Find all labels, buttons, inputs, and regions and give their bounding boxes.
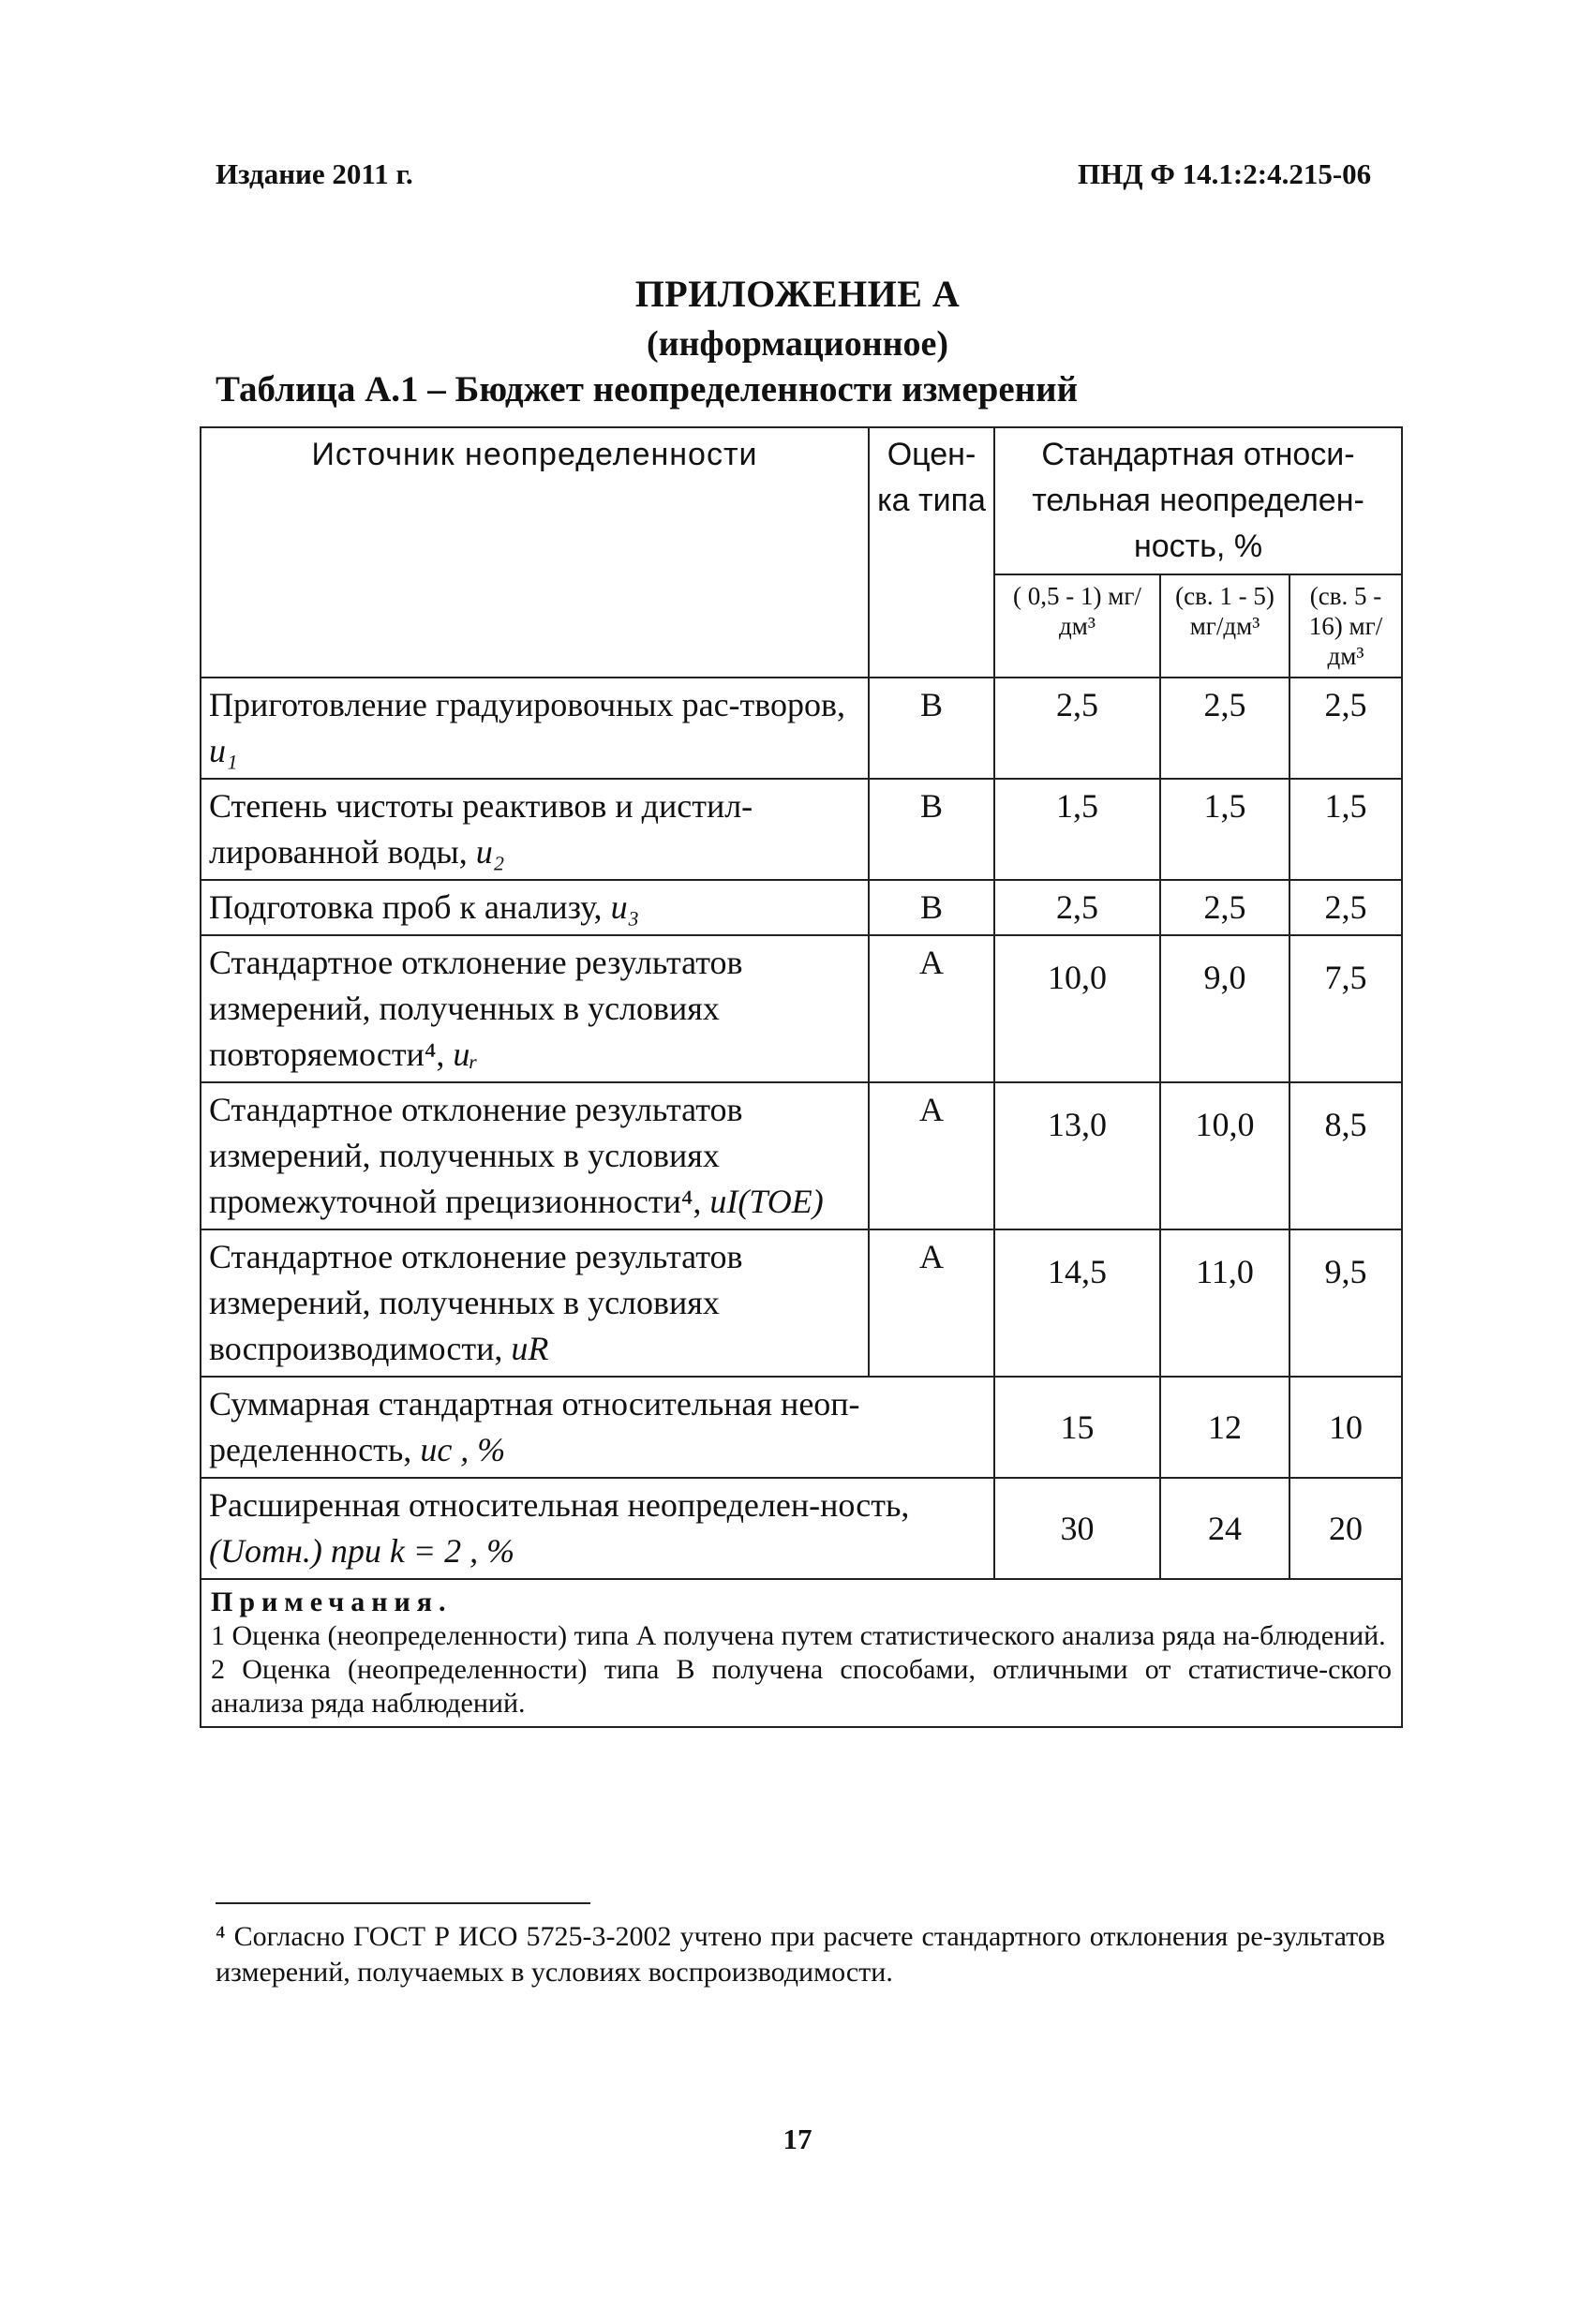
- source-text: Степень чистоты реактивов и дистил-лированной воды,: [209, 787, 753, 871]
- header-range: (св. 1 - 5) мг/дм³: [1160, 574, 1289, 678]
- note-item: 1 Оценка (неопределенности) типа А получена путем статистического анализа ряда на-блюдений.: [211, 1620, 1386, 1651]
- row-value: 11,0: [1160, 1229, 1289, 1377]
- header-source: Источник неопределенности: [201, 427, 869, 678]
- table-caption: Таблица А.1 – Бюджет неопределенности измерений: [216, 369, 1079, 410]
- row-source: [201, 779, 869, 880]
- row-value: 9,0: [1160, 935, 1289, 1082]
- page-number: 17: [783, 2123, 812, 2155]
- total-label: [201, 1478, 994, 1579]
- total-value: 10: [1289, 1377, 1402, 1478]
- row-value: 10,0: [1160, 1082, 1289, 1229]
- source-symbol: u₂: [475, 833, 505, 871]
- header-type: Оцен-ка типа: [869, 427, 994, 678]
- header-range: (св. 5 - 16) мг/дм³: [1289, 574, 1402, 678]
- notes-title: Примечания.: [211, 1587, 453, 1617]
- row-type: В: [869, 678, 994, 779]
- row-type: В: [869, 880, 994, 935]
- row-source: [201, 880, 869, 935]
- row-value: 1,5: [994, 779, 1160, 880]
- table-header-row: [201, 427, 1402, 574]
- total-symbol: uc , %: [420, 1431, 506, 1468]
- total-value: 20: [1289, 1478, 1402, 1579]
- total-value: 15: [994, 1377, 1160, 1478]
- table-row: [201, 1082, 1402, 1229]
- header-range: ( 0,5 - 1) мг/дм³: [994, 574, 1160, 678]
- source-text: Стандартное отклонение результатов измерений, полученных в условиях воспроизводимости,: [209, 1238, 743, 1367]
- row-type: А: [869, 1229, 994, 1377]
- source-text: Стандартное отклонение результатов измерений, полученных в условиях промежуточной прецизионности⁴,: [209, 1091, 743, 1220]
- row-value: 10,0: [994, 935, 1160, 1082]
- appendix-subtitle: (информационное): [646, 324, 949, 364]
- source-symbol: u₃: [610, 888, 640, 926]
- table-row: [201, 935, 1402, 1082]
- total-symbol: (Uотн.) при k = 2 , %: [209, 1532, 515, 1570]
- table-row: [201, 678, 1402, 779]
- table-row: [201, 779, 1402, 880]
- footnote-divider: [216, 1902, 590, 1904]
- row-type: В: [869, 779, 994, 880]
- row-value: 7,5: [1289, 935, 1402, 1082]
- total-row: [201, 1478, 1402, 1579]
- appendix-title: ПРИЛОЖЕНИЕ А: [634, 273, 961, 315]
- notes-cell: [201, 1579, 1402, 1727]
- total-value: 30: [994, 1478, 1160, 1579]
- total-value: 24: [1160, 1478, 1289, 1579]
- row-value: 2,5: [1160, 880, 1289, 935]
- row-value: 2,5: [1289, 678, 1402, 779]
- row-value: 1,5: [1160, 779, 1289, 880]
- row-value: 2,5: [1160, 678, 1289, 779]
- row-value: 1,5: [1289, 779, 1402, 880]
- row-value: 9,5: [1289, 1229, 1402, 1377]
- total-label: [201, 1377, 994, 1478]
- source-symbol: uᵣ: [453, 1035, 479, 1073]
- note-item: 2 Оценка (неопределенности) типа В получена способами, отличными от статистиче-ского анализа ряда наблюдений.: [211, 1654, 1393, 1719]
- header-uncertainty: Стандартная относи-тельная неопределен-ность, %: [994, 427, 1402, 574]
- notes-row: [201, 1579, 1402, 1727]
- document-code: ПНД Ф 14.1:2:4.215-06: [1078, 157, 1372, 190]
- row-value: 2,5: [1289, 880, 1402, 935]
- row-type: А: [869, 1082, 994, 1229]
- row-source: [201, 678, 869, 779]
- uncertainty-budget-table: [200, 426, 1403, 1728]
- row-value: 13,0: [994, 1082, 1160, 1229]
- row-source: [201, 1082, 869, 1229]
- row-value: 2,5: [994, 880, 1160, 935]
- source-text: Стандартное отклонение результатов измерений, полученных в условиях повторяемости⁴,: [209, 944, 743, 1073]
- total-value: 12: [1160, 1377, 1289, 1478]
- source-symbol: uI(TOE): [709, 1183, 824, 1220]
- row-source: [201, 1229, 869, 1377]
- source-text: Подготовка проб к анализу,: [209, 888, 603, 926]
- edition-label: Издание 2011 г.: [216, 157, 413, 190]
- footnote: ⁴ Согласно ГОСТ Р ИСО 5725-3-2002 учтено при расчете стандартного отклонения ре-зультатов измерений, получаемых в условиях воспроизводимости.: [216, 1921, 1385, 1988]
- total-row: [201, 1377, 1402, 1478]
- source-symbol: uR: [511, 1330, 549, 1367]
- total-text: Суммарная стандартная относительная неоп-ределенность,: [209, 1385, 860, 1468]
- row-source: [201, 935, 869, 1082]
- source-text: Приготовление градуировочных рас-творов,: [209, 686, 846, 723]
- row-value: 8,5: [1289, 1082, 1402, 1229]
- row-type: А: [869, 935, 994, 1082]
- row-value: 14,5: [994, 1229, 1160, 1377]
- total-text: Расширенная относительная неопределен-ность,: [209, 1486, 910, 1524]
- table-row: [201, 1229, 1402, 1377]
- row-value: 2,5: [994, 678, 1160, 779]
- source-symbol: u₁: [209, 732, 238, 769]
- table-row: [201, 880, 1402, 935]
